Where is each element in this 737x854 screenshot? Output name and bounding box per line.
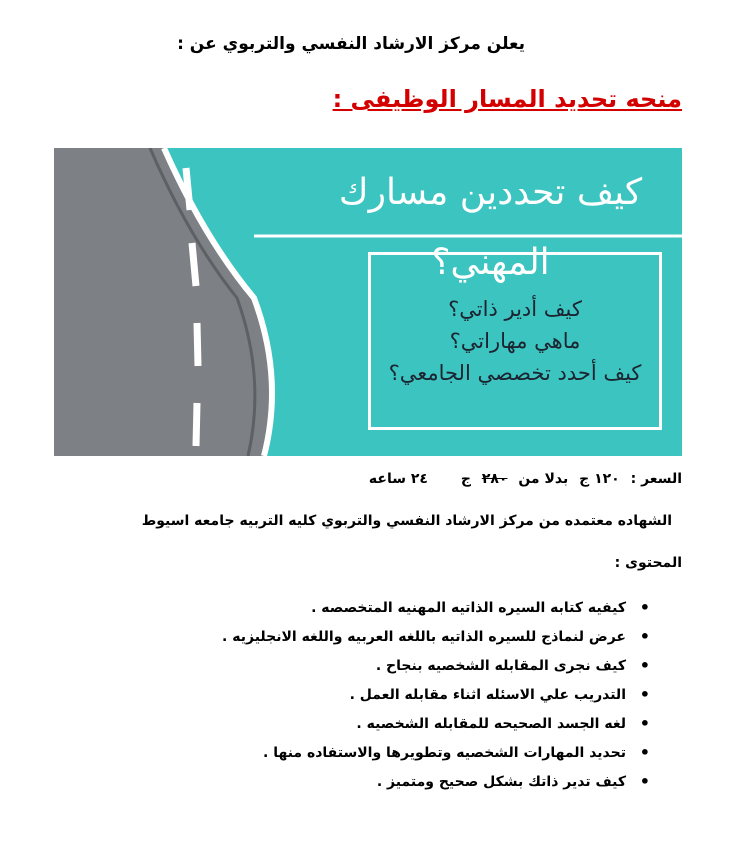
duration-hours: ٢٤ ساعه (368, 471, 428, 487)
price-label: السعر : (630, 471, 682, 487)
question-box (368, 252, 662, 430)
lane-mark (196, 403, 197, 446)
list-item: • كيفيه كتابه السيره الذاتيه المهنيه المتخصصه . (150, 597, 650, 626)
question-item: ماهي مهاراتي؟ (449, 329, 581, 353)
price-value: ١٢٠ ج (579, 471, 620, 487)
lane-mark (186, 168, 190, 210)
price-line (250, 471, 682, 487)
question-item: كيف أحدد تخصصي الجامعي؟ (388, 361, 642, 385)
list-item: • لغه الجسد الصحيحه للمقابله الشخصيه . (150, 713, 650, 742)
list-item: • كيف تدير ذاتك بشكل صحيح ومتميز . (150, 771, 650, 800)
instead-of-label: بدلا من (518, 471, 569, 487)
content-list (150, 597, 650, 800)
page-title: منحه تحديد المسار الوظيفى : (332, 85, 682, 113)
list-item: • عرض لنماذج للسيره الذاتيه باللغه العربيه واللغه الانجليزيه . (150, 626, 650, 655)
content-heading: المحتوى : (614, 555, 682, 571)
question-item: كيف أدير ذاتي؟ (448, 297, 582, 321)
list-item: • التدريب علي الاسئله اثناء مقابله العمل . (150, 684, 650, 713)
banner-image (54, 148, 682, 456)
list-item: • تحديد المهارات الشخصيه وتطويرها والاستفاده منها . (150, 742, 650, 771)
announcement-heading: يعلن مركز الارشاد النفسي والتربوي عن : (177, 34, 525, 54)
certificate-note: الشهاده معتمده من مركز الارشاد النفسي والتربوي كليه التربيه جامعه اسيوط (141, 513, 672, 529)
lane-mark (192, 243, 196, 286)
old-price-currency: ج (460, 471, 471, 487)
lane-mark (197, 323, 198, 366)
old-price: ٢٨٠ (481, 471, 508, 487)
list-item: • كيف نجرى المقابله الشخصيه بنجاح . (150, 655, 650, 684)
banner-heading: كيف تحددين مسارك المهني؟ (338, 172, 643, 283)
